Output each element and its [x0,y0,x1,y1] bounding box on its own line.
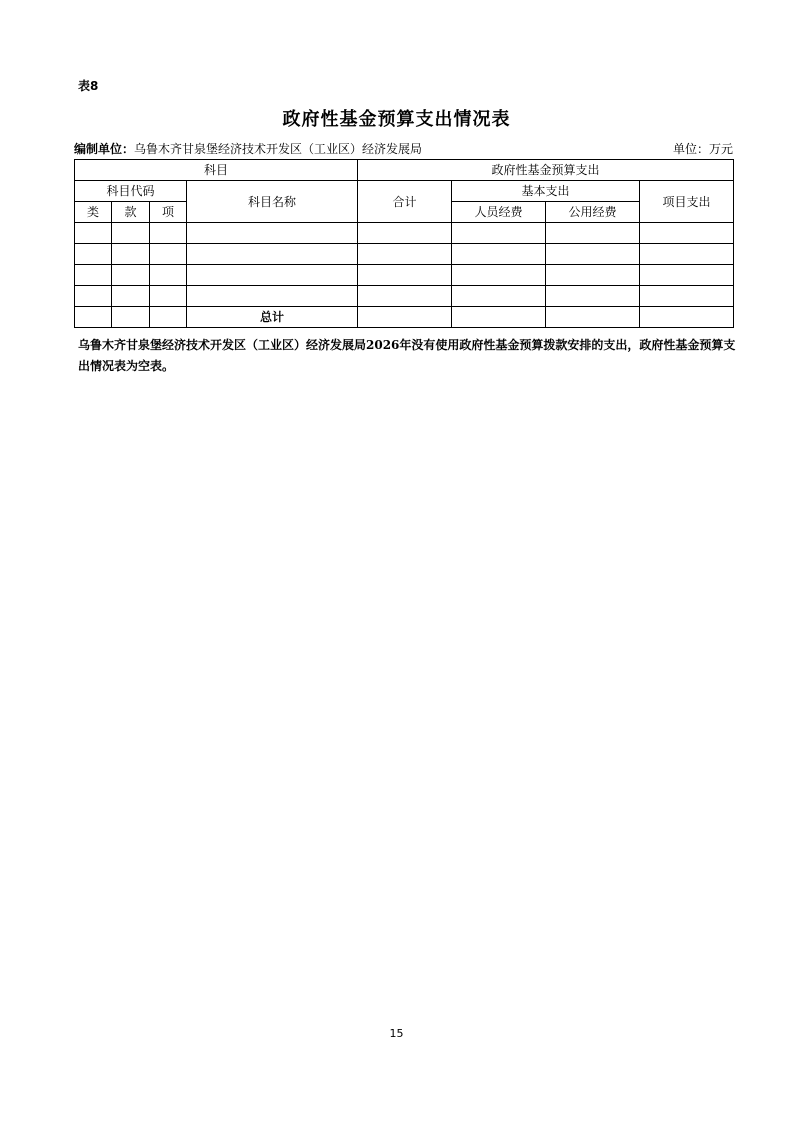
table-meta-row [74,140,733,157]
compiling-unit [74,140,422,157]
header-total: 合计 [358,181,452,223]
cell-category [75,223,112,244]
cell-total [358,265,452,286]
cell-personnel [452,286,546,307]
cell-public [546,244,640,265]
header-basic-expenditure: 基本支出 [452,181,640,202]
cell-category [75,265,112,286]
cell-item [150,265,187,286]
header-subject-code: 科目代码 [75,181,187,202]
cell-item [150,286,187,307]
cell-subject-name [187,244,358,265]
cell-total [358,244,452,265]
cell-total [358,286,452,307]
cell-section [112,265,150,286]
header-public: 公用经费 [546,202,640,223]
header-category: 类 [75,202,112,223]
cell-personnel [452,223,546,244]
unit-label: 单位：万元 [672,142,733,156]
cell-item [150,244,187,265]
total-project [640,307,734,328]
cell-category [75,244,112,265]
cell-public [546,223,640,244]
cell-personnel [452,265,546,286]
cell-subject-name [187,223,358,244]
cell-section [112,223,150,244]
cell-public [546,286,640,307]
header-section: 款 [112,202,150,223]
table-row [75,265,734,286]
compiling-unit-label: 编制单位： [74,142,135,156]
header-expenditure: 政府性基金预算支出 [358,160,734,181]
table-row [75,286,734,307]
header-personnel: 人员经费 [452,202,546,223]
cell-section [112,286,150,307]
total-value [358,307,452,328]
cell-project [640,286,734,307]
budget-expenditure-table [74,159,734,328]
cell-item [150,223,187,244]
compiling-unit-name: 乌鲁木齐甘泉堡经济技术开发区（工业区）经济发展局 [134,142,423,156]
cell-project [640,265,734,286]
total-label: 总计 [187,307,358,328]
cell-total [358,223,452,244]
cell-item [150,307,187,328]
cell-section [112,307,150,328]
cell-subject-name [187,286,358,307]
cell-category [75,307,112,328]
header-item: 项 [150,202,187,223]
cell-project [640,244,734,265]
table-number-label: 表8 [78,79,99,93]
cell-section [112,244,150,265]
cell-public [546,265,640,286]
table-row [75,223,734,244]
page-number: 15 [389,1027,404,1040]
table-row [75,244,734,265]
cell-category [75,286,112,307]
total-public [546,307,640,328]
page-title: 政府性基金预算支出情况表 [282,109,511,130]
header-subject-name: 科目名称 [187,181,358,223]
total-row [75,307,734,328]
total-personnel [452,307,546,328]
cell-project [640,223,734,244]
cell-personnel [452,244,546,265]
explanatory-note: 乌鲁木齐甘泉堡经济技术开发区（工业区）经济发展局2026年没有使用政府性基金预算拨款安排的支出，政府性基金预算支出情况表为空表。 [78,338,736,373]
cell-subject-name [187,265,358,286]
header-subject: 科目 [75,160,358,181]
header-project-expenditure: 项目支出 [640,181,734,223]
